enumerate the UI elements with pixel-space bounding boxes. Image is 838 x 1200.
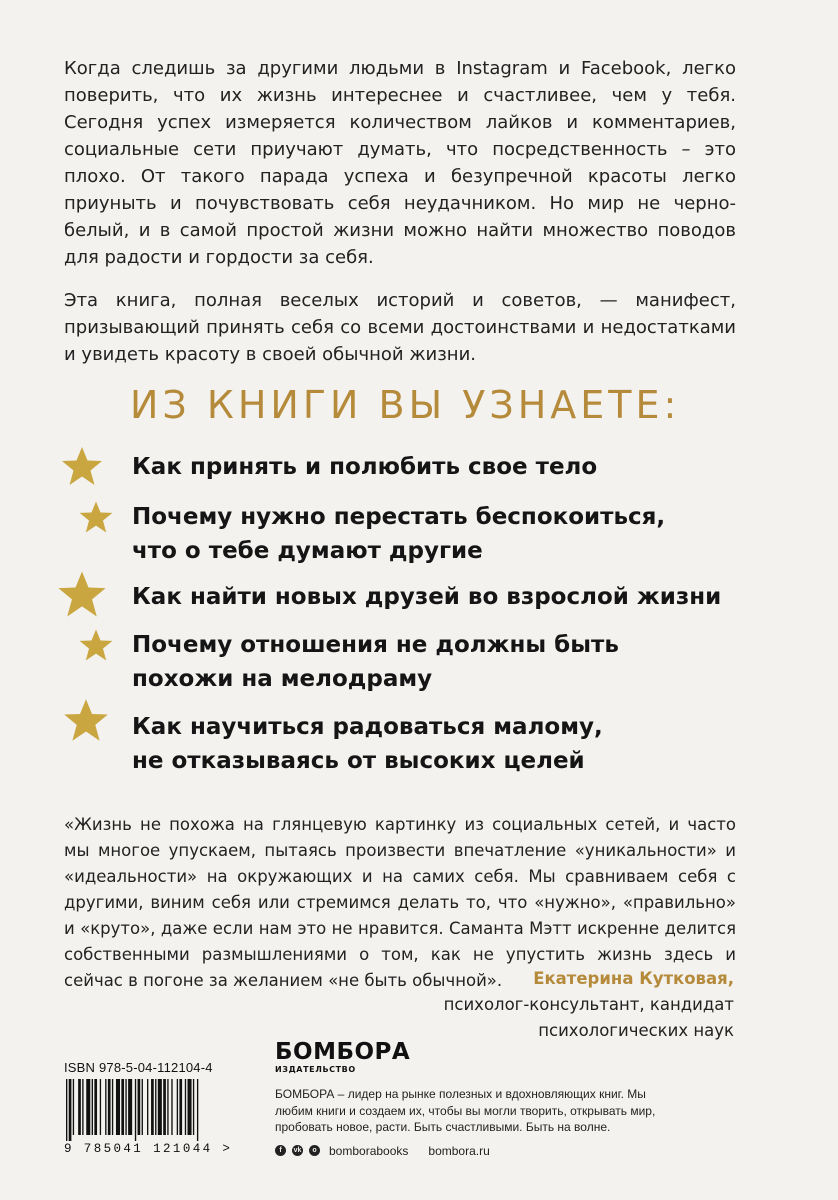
- author-title: психолог-консультант, кандидат: [443, 995, 734, 1014]
- review-quote: «Жизнь не похожа на глянцевую картинку из социальных сетей, и часто мы многое упускаем, пытаясь произвести впечатление «уникальности» и «идеальности» на окружающих и на самих себя. Мы сравниваем себя с другими, виним себя или стремимся делать то, что «нужно», «правильно» и «круто», даже если нам это не нравится. Саманта Мэтт искренне делится собственными размышлениями о том, как не упустить жизнь здесь и сейчас в погоне за желанием «не быть обычной».: [64, 815, 736, 990]
- quote-author: [444, 966, 734, 1044]
- publisher-logo: БОМБОРА: [275, 1039, 411, 1065]
- barcode-block: [64, 1060, 254, 1156]
- intro-paragraph-1: Когда следишь за другими людьми в Instagram и Facebook, легко поверить, что их жизнь интереснее и счастливее, чем у тебя. Сегодня успех измеряется количеством лайков и комментариев, социальные сети приучают думать, что посредственность – это плохо. От такого парада успеха и безупречной красоты легко приуныть и почувствовать себя неудачником. Но мир не черно-белый, и в самой простой жизни можно найти множество поводов для радости и гордости за себя.: [64, 58, 736, 268]
- gold-star-icon: [56, 570, 108, 618]
- author-name: Екатерина Кутковая,: [533, 969, 734, 988]
- publisher-block: [275, 1040, 655, 1158]
- publisher-description: БОМБОРА – лидер на рынке полезных и вдохновляющих книг. Мы любим книги и создаем их, чтобы вы могли творить, открывать мир, пробовать новое, расти. Быть счастливыми. Быть на волне.: [275, 1087, 656, 1134]
- intro-text: [64, 55, 736, 384]
- feature-line: Почему нужно перестать беспокоиться,: [132, 504, 666, 530]
- social-handle: bomborabooks: [329, 1143, 409, 1158]
- barcode-digits: 9 785041 121044 >: [64, 1142, 233, 1156]
- section-heading: ИЗ КНИГИ ВЫ УЗНАЕТЕ:: [130, 383, 681, 427]
- publisher-logo-subtitle: ИЗДАТЕЛЬСТВО: [275, 1065, 356, 1074]
- feature-line: не отказываясь от высоких целей: [132, 748, 585, 774]
- intro-paragraph-2: Эта книга, полная веселых историй и советов, — манифест, призывающий принять себя со всеми достоинствами и недостатками и увидеть красоту в своей обычной жизни.: [64, 290, 736, 365]
- odnoklassniki-icon: o: [309, 1145, 320, 1156]
- publisher-website: bombora.ru: [428, 1143, 490, 1158]
- barcode-image: [64, 1079, 250, 1141]
- gold-star-icon: [62, 698, 110, 742]
- feature-line: Как принять и полюбить свое тело: [132, 454, 598, 480]
- feature-line: что о тебе думают другие: [132, 538, 483, 564]
- isbn-number: ISBN 978-5-04-112104-4: [64, 1060, 213, 1075]
- facebook-icon: f: [275, 1145, 286, 1156]
- vk-icon: vk: [293, 1147, 302, 1154]
- gold-star-icon: [78, 628, 114, 662]
- feature-line: Почему отношения не должны быть: [132, 632, 619, 658]
- publisher-social: [275, 1144, 655, 1158]
- gold-star-icon: [60, 446, 104, 486]
- feature-line: Как найти новых друзей во взрослой жизни: [132, 584, 722, 610]
- feature-line: Как научиться радоваться малому,: [132, 714, 603, 740]
- feature-line: похожи на мелодраму: [132, 666, 433, 692]
- author-title: психологических наук: [538, 1021, 734, 1040]
- gold-star-icon: [78, 500, 114, 534]
